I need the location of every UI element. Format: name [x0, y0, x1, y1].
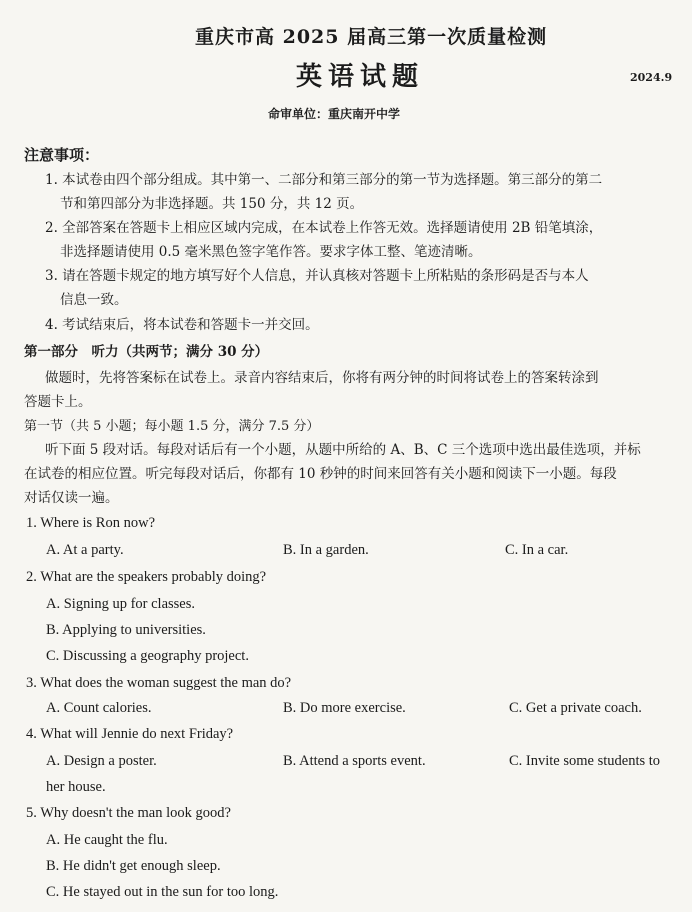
question-1-stem: 1. Where is Ron now?	[26, 515, 155, 531]
question-1-option-b: B. In a garden.	[283, 542, 369, 558]
exam-date: 2024.9	[630, 71, 673, 84]
question-3-option-b: B. Do more exercise.	[283, 700, 406, 716]
part1-heading: 第一部分 听力（共两节；满分 30 分）	[24, 344, 269, 360]
question-5-option-c: C. He stayed out in the sun for too long.	[46, 884, 279, 900]
notice-item-2-line1: 2. 全部答案在答题卡上相应区域内完成，在本试卷上作答无效。选择题请使用 2B 铅笔填涂，	[45, 220, 603, 236]
question-2-option-a: A. Signing up for classes.	[46, 596, 196, 612]
notice-heading: 注意事项：	[24, 146, 100, 164]
question-5-stem: 5. Why doesn't the man look good?	[26, 805, 231, 821]
question-3-option-a: A. Count calories.	[46, 700, 152, 716]
organizer: 命审单位：重庆南开中学	[268, 107, 401, 121]
question-2-option-b: B. Applying to universities.	[46, 622, 206, 638]
question-5-option-a: A. He caught the flu.	[46, 832, 168, 848]
notice-item-3-line2: 信息一致。	[60, 292, 128, 308]
part1-intro-line2: 答题卡上。	[24, 394, 92, 410]
section1-line3: 对话仅读一遍。	[24, 490, 119, 506]
question-1-option-c: C. In a car.	[505, 542, 569, 558]
question-1-option-a: A. At a party.	[46, 542, 124, 558]
question-2-option-c: C. Discussing a geography project.	[46, 648, 249, 664]
question-5-option-b: B. He didn't get enough sleep.	[46, 858, 221, 874]
question-4-option-c-continued: her house.	[46, 779, 106, 795]
subject-title: 英语试题	[296, 62, 425, 92]
section1-line2: 在试卷的相应位置。听完每段对话后，你都有 10 秒钟的时间来回答有关小题和阅读下一小题。每段	[24, 466, 617, 482]
notice-item-1-line1: 1. 本试卷由四个部分组成。其中第一、二部分和第三部分的第一节为选择题。第三部分的第二	[45, 172, 603, 188]
part1-intro-line1: 做题时，先将答案标在试卷上。录音内容结束后，你将有两分钟的时间将试卷上的答案转涂到	[45, 370, 599, 386]
notice-item-3-line1: 3. 请在答题卡规定的地方填写好个人信息，并认真核对答题卡上所粘贴的条形码是否与本人	[45, 268, 589, 284]
question-4-stem: 4. What will Jennie do next Friday?	[26, 726, 234, 742]
question-3-stem: 3. What does the woman suggest the man do?	[26, 675, 292, 691]
question-4-option-b: B. Attend a sports event.	[283, 753, 426, 769]
question-2-stem: 2. What are the speakers probably doing?	[26, 569, 267, 585]
question-4-option-c: C. Invite some students to	[509, 753, 661, 769]
notice-item-1-line2: 节和第四部分为非选择题。共 150 分，共 12 页。	[60, 196, 364, 212]
section1-line1: 听下面 5 段对话。每段对话后有一个小题，从题中所给的 A、B、C 三个选项中选出最佳选项，并标	[45, 442, 641, 458]
question-3-option-c: C. Get a private coach.	[509, 700, 642, 716]
section1-heading: 第一节（共 5 小题；每小题 1.5 分，满分 7.5 分）	[24, 419, 320, 434]
notice-item-4-line1: 4. 考试结束后，将本试卷和答题卡一并交回。	[45, 317, 319, 333]
question-4-option-a: A. Design a poster.	[46, 753, 157, 769]
notice-item-2-line2: 非选择题请使用 0.5 毫米黑色签字笔作答。要求字体工整、笔迹清晰。	[60, 244, 482, 260]
exam-title: 重庆市高 2025 届高三第一次质量检测	[195, 26, 548, 48]
